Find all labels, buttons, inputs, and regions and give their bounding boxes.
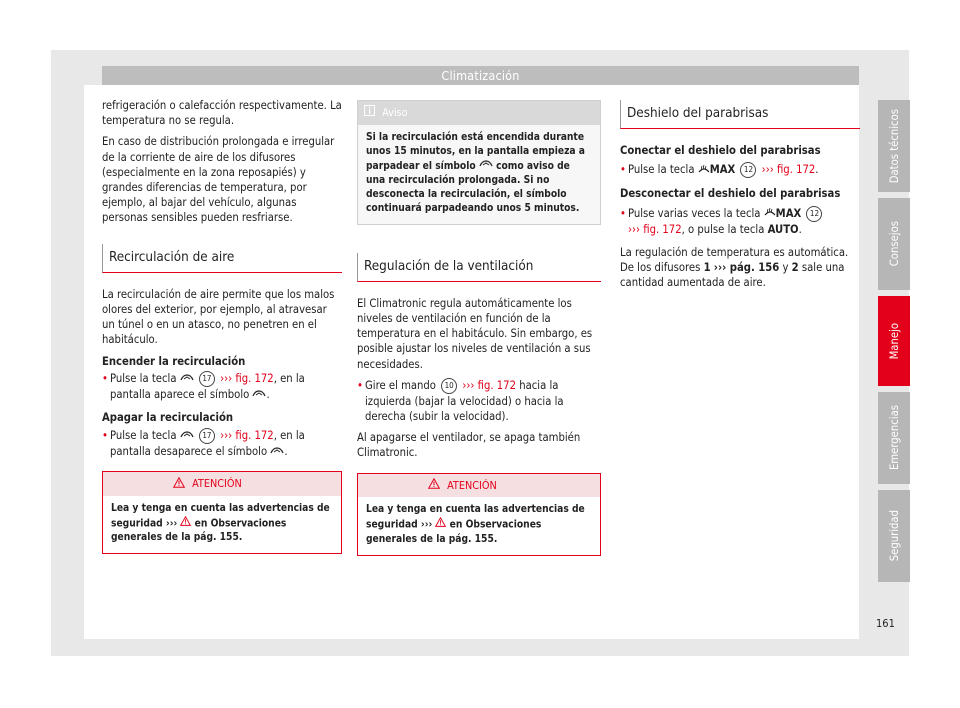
section-title-text: Deshielo del parabrisas bbox=[627, 106, 769, 121]
windshield-defrost-icon bbox=[698, 163, 710, 178]
note-body: Si la recirculación está encendida durante unos 15 minutos, en la pantalla empieza a parpadear el símbolo como aviso de una recirculación prolongada. Si no desconecta la recirculación, el símbolo continuará parpadeando unos 5 minutos. bbox=[366, 131, 585, 214]
warning-body: Lea y tenga en cuenta las advertencias de seguridad ››› en Observaciones generales de la pág. 155. bbox=[366, 504, 585, 545]
warning-triangle-icon bbox=[435, 517, 446, 532]
ventilation-paragraph: El Climatronic regula automáticamente los niveles de ventilación en función de la temperatura en el habitáculo. Sin embargo, es posible ajustar los niveles de ventilación a sus necesidades. bbox=[357, 296, 593, 371]
defrost-on-step: • Pulse la tecla MAX 12 ››› fig. 172. bbox=[620, 163, 819, 177]
bullet-dot: • bbox=[102, 428, 108, 442]
section-title-deshielo bbox=[620, 100, 860, 129]
column-right bbox=[620, 100, 860, 296]
warning-header: ATENCIÓN bbox=[103, 472, 341, 496]
figure-link[interactable]: ››› fig. 172 bbox=[761, 163, 816, 177]
section-title-ventilacion bbox=[357, 253, 601, 282]
chapter-header: Climatización bbox=[102, 66, 859, 85]
defrost-paragraph: La regulación de temperatura es automática. De los difusores 1 ››› pág. 156 y 2 sale una cantidad aumentada de aire. bbox=[620, 245, 849, 290]
auto-key-label: AUTO bbox=[767, 222, 799, 236]
recirculation-car-icon bbox=[479, 159, 493, 173]
recirculation-car-icon bbox=[180, 428, 194, 443]
defrost-off-step: • Pulse varias veces la tecla MAX 12 ››› fig. 172, o pulse la tecla AUTO. bbox=[620, 206, 860, 237]
sidebar-tab-seguridad[interactable]: Seguridad bbox=[878, 490, 910, 582]
recirculation-on-step: • Pulse la tecla 17 ››› fig. 172, en la pantalla aparece el símbolo . bbox=[102, 371, 305, 401]
key-number-badge: 12 bbox=[806, 206, 822, 222]
key-number-badge: 12 bbox=[740, 162, 756, 178]
defrost-off-heading: Desconectar el deshielo del parabrisas bbox=[620, 187, 841, 201]
section-title-text: Recirculación de aire bbox=[109, 249, 235, 265]
recirculation-paragraph: La recirculación de aire permite que los malos olores del exterior, por ejemplo, al atravesar un túnel o en un atasco, no penetren en el habitáculo. bbox=[102, 287, 335, 347]
recirculation-car-icon bbox=[270, 444, 284, 459]
figure-link[interactable]: ››› fig. 172 bbox=[220, 428, 274, 442]
windshield-defrost-icon bbox=[764, 206, 776, 221]
recirculation-off-heading: Apagar la recirculación bbox=[102, 411, 234, 425]
bullet-dot: • bbox=[620, 163, 626, 177]
bullet-dot: • bbox=[357, 378, 363, 392]
ventilation-off-paragraph: Al apagarse el ventilador, se apaga también Climatronic. bbox=[357, 431, 581, 460]
page-number: 161 bbox=[876, 617, 895, 630]
recirculation-car-icon bbox=[252, 387, 266, 402]
note-box bbox=[357, 100, 601, 225]
key-number-badge: 17 bbox=[199, 371, 215, 387]
warning-box bbox=[102, 471, 342, 554]
warning-triangle-icon bbox=[173, 477, 185, 492]
warning-box bbox=[357, 473, 601, 556]
figure-link[interactable]: ››› fig. 172 bbox=[462, 378, 516, 392]
recirculation-on-heading: Encender la recirculación bbox=[102, 354, 246, 368]
column-left bbox=[102, 98, 342, 554]
key-number-badge: 17 bbox=[199, 428, 215, 444]
figure-link[interactable]: ››› fig. 172 bbox=[628, 222, 682, 236]
intro-paragraph-1: refrigeración o calefacción respectivamente. La temperatura no se regula. bbox=[102, 99, 342, 128]
figure-link[interactable]: ››› fig. 172 bbox=[220, 371, 274, 385]
page-link[interactable]: ››› pág. 156 bbox=[713, 261, 780, 275]
warning-triangle-icon bbox=[428, 478, 440, 493]
recirculation-car-icon bbox=[180, 371, 194, 386]
ventilation-step: • Gire el mando 10 ››› fig. 172 hacia la izquierda (bajar la velocidad) o hacia la derecha (subir la velocidad). bbox=[357, 378, 564, 424]
warning-triangle-icon bbox=[180, 516, 191, 531]
sidebar-tab-emergencias[interactable]: Emergencias bbox=[878, 392, 910, 484]
bullet-dot: • bbox=[620, 206, 626, 220]
intro-paragraph-2: En caso de distribución prolongada e irregular de la corriente de aire de los difusores (especialmente en la zona reposapiés) y grandes diferencias de temperatura, por ejemplo, al bajar del vehículo, algunas personas sensibles pueden resfriarse. bbox=[102, 135, 335, 225]
section-title-text: Regulación de la ventilación bbox=[364, 258, 534, 274]
column-middle bbox=[357, 100, 601, 556]
info-icon bbox=[364, 105, 375, 120]
warning-header: ATENCIÓN bbox=[358, 474, 600, 498]
section-title-recirculacion bbox=[102, 244, 342, 273]
key-number-badge: 10 bbox=[441, 378, 457, 394]
sidebar-tab-manejo[interactable]: Manejo bbox=[878, 296, 910, 386]
defrost-on-heading: Conectar el deshielo del parabrisas bbox=[620, 144, 821, 158]
bullet-dot: • bbox=[102, 371, 108, 385]
warning-body: Lea y tenga en cuenta las advertencias de seguridad ››› en Observaciones generales de la pág. 155. bbox=[111, 502, 330, 544]
sidebar-tab-datos-tecnicos[interactable]: Datos técnicos bbox=[878, 100, 910, 192]
recirculation-off-step: • Pulse la tecla 17 ››› fig. 172, en la pantalla desaparece el símbolo . bbox=[102, 428, 305, 458]
note-header: Aviso bbox=[358, 101, 600, 125]
sidebar-tab-consejos[interactable]: Consejos bbox=[878, 198, 910, 290]
